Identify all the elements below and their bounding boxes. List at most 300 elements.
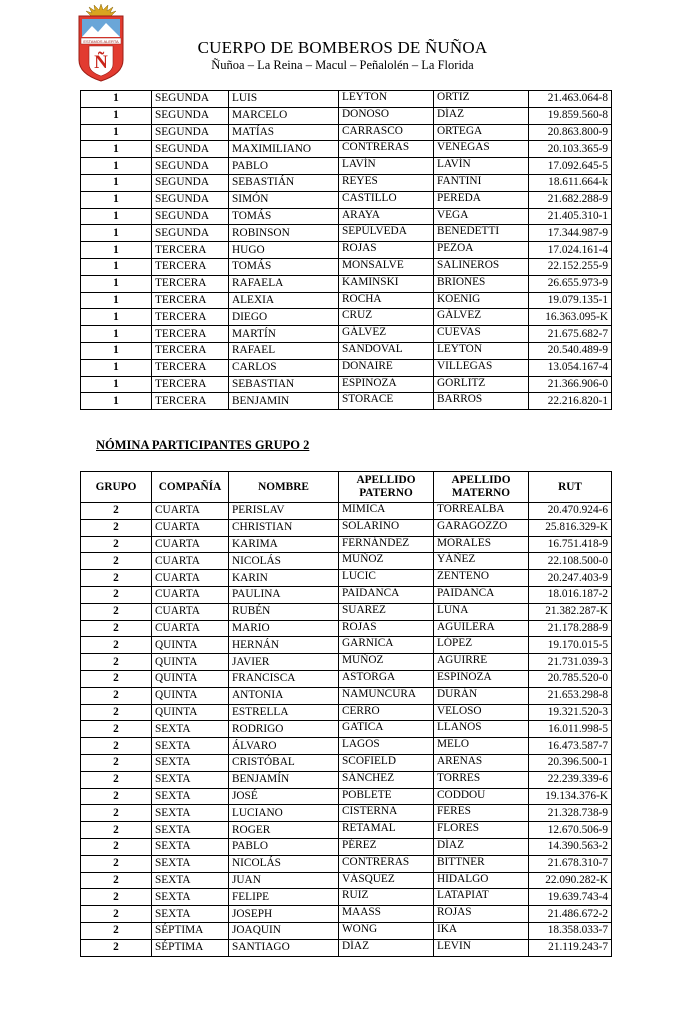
cell-compania: TERCERA (152, 309, 229, 326)
cell-apellido-materno: VEGA (434, 208, 529, 225)
cell-rut: 20.396.500-1 (529, 754, 612, 771)
cell-compania: SÉPTIMA (152, 922, 229, 939)
cell-rut: 19.134.376-K (529, 788, 612, 805)
cell-grupo: 2 (81, 805, 152, 822)
cell-apellido-materno: AGUILERA (434, 620, 529, 637)
cell-compania: SEGUNDA (152, 158, 229, 175)
cell-rut: 21.405.310-1 (529, 208, 612, 225)
table-row (81, 670, 612, 687)
cell-compania: TERCERA (152, 275, 229, 292)
cell-nombre: PAULINA (229, 586, 339, 603)
table-row (81, 603, 612, 620)
cell-rut: 21.678.310-7 (529, 855, 612, 872)
cell-nombre: HERNÁN (229, 637, 339, 654)
cell-rut: 20.470.924-6 (529, 503, 612, 520)
cell-grupo: 1 (81, 141, 152, 158)
table-row (81, 376, 612, 393)
cell-compania: SEGUNDA (152, 91, 229, 108)
cell-grupo: 2 (81, 788, 152, 805)
cell-apellido-paterno: SEPÚLVEDA (339, 225, 434, 242)
cell-rut: 16.363.095-K (529, 309, 612, 326)
cell-apellido-materno: LATAPIAT (434, 889, 529, 906)
cell-rut: 21.682.288-9 (529, 191, 612, 208)
cell-grupo: 2 (81, 503, 152, 520)
cell-grupo: 2 (81, 603, 152, 620)
table-row (81, 158, 612, 175)
logo-letter: Ñ (94, 52, 108, 73)
cell-rut: 21.463.064-8 (529, 91, 612, 108)
cell-grupo: 1 (81, 208, 152, 225)
cell-rut: 19.859.560-8 (529, 107, 612, 124)
table-header-row (81, 472, 612, 503)
cell-compania: SEXTA (152, 788, 229, 805)
cell-apellido-materno: LLANOS (434, 721, 529, 738)
group2-participants-table (80, 471, 612, 957)
table-row (81, 191, 612, 208)
cell-apellido-paterno: CERRO (339, 704, 434, 721)
header-apellido-paterno: APELLIDO PATERNO (339, 472, 434, 503)
cell-apellido-paterno: CISTERNA (339, 805, 434, 822)
cell-nombre: FRANCISCA (229, 670, 339, 687)
cell-apellido-paterno: ASTORGA (339, 670, 434, 687)
table-row (81, 637, 612, 654)
cell-apellido-paterno: REYES (339, 174, 434, 191)
cell-nombre: NICOLÁS (229, 553, 339, 570)
logo-motto: ESTAMOS ALERTA (83, 38, 119, 44)
cell-grupo: 2 (81, 553, 152, 570)
cell-apellido-paterno: SANDOVAL (339, 342, 434, 359)
table-row (81, 258, 612, 275)
cell-apellido-materno: DÍAZ (434, 838, 529, 855)
cell-apellido-paterno: CONTRERAS (339, 141, 434, 158)
cell-rut: 20.103.365-9 (529, 141, 612, 158)
cell-compania: SEXTA (152, 738, 229, 755)
cell-nombre: LUIS (229, 91, 339, 108)
cell-compania: QUINTA (152, 670, 229, 687)
cell-apellido-materno: VILLEGAS (434, 359, 529, 376)
cell-rut: 17.344.987-9 (529, 225, 612, 242)
table-row (81, 771, 612, 788)
cell-apellido-paterno: CONTRERAS (339, 855, 434, 872)
cell-grupo: 2 (81, 939, 152, 956)
cell-rut: 25.816.329-K (529, 519, 612, 536)
cell-grupo: 1 (81, 174, 152, 191)
table-row (81, 721, 612, 738)
cell-apellido-paterno: SOLARINO (339, 519, 434, 536)
cell-grupo: 2 (81, 654, 152, 671)
table-row (81, 738, 612, 755)
table-row (81, 141, 612, 158)
cell-rut: 16.011.998-5 (529, 721, 612, 738)
cell-apellido-paterno: LEYTON (339, 91, 434, 108)
cell-apellido-paterno: NAMUNCURA (339, 687, 434, 704)
cell-apellido-materno: PEREDA (434, 191, 529, 208)
cell-nombre: MAXIMILIANO (229, 141, 339, 158)
cell-compania: TERCERA (152, 292, 229, 309)
cell-apellido-paterno: MIMICA (339, 503, 434, 520)
cell-compania: CUARTA (152, 503, 229, 520)
cell-grupo: 1 (81, 275, 152, 292)
cell-grupo: 1 (81, 309, 152, 326)
cell-apellido-materno: SALINEROS (434, 258, 529, 275)
cell-apellido-paterno: SUAREZ (339, 603, 434, 620)
cell-nombre: KARIN (229, 570, 339, 587)
cell-nombre: ROBINSON (229, 225, 339, 242)
cell-compania: TERCERA (152, 393, 229, 410)
cell-apellido-paterno: LUCIC (339, 570, 434, 587)
cell-apellido-materno: PEZOA (434, 242, 529, 259)
cell-rut: 14.390.563-2 (529, 838, 612, 855)
table-row (81, 275, 612, 292)
cell-grupo: 1 (81, 326, 152, 343)
cell-apellido-materno: KOENIG (434, 292, 529, 309)
cell-grupo: 2 (81, 922, 152, 939)
cell-compania: SEGUNDA (152, 208, 229, 225)
cell-rut: 22.239.339-6 (529, 771, 612, 788)
document-subtitle: Ñuñoa – La Reina – Macul – Peñalolén – La Florida (211, 58, 474, 72)
cell-apellido-paterno: CASTILLO (339, 191, 434, 208)
cell-rut: 21.328.738-9 (529, 805, 612, 822)
cell-compania: SEGUNDA (152, 141, 229, 158)
cell-apellido-paterno: MONSALVE (339, 258, 434, 275)
cell-nombre: RODRIGO (229, 721, 339, 738)
table-row (81, 872, 612, 889)
cell-rut: 19.639.743-4 (529, 889, 612, 906)
cell-apellido-materno: BARROS (434, 393, 529, 410)
cell-grupo: 1 (81, 393, 152, 410)
cell-rut: 17.024.161-4 (529, 242, 612, 259)
cell-grupo: 1 (81, 225, 152, 242)
cell-compania: SEGUNDA (152, 225, 229, 242)
cell-rut: 13.054.167-4 (529, 359, 612, 376)
cell-nombre: ALEXIA (229, 292, 339, 309)
cell-compania: SEXTA (152, 771, 229, 788)
cell-nombre: SEBASTIAN (229, 376, 339, 393)
cell-compania: CUARTA (152, 553, 229, 570)
cell-rut: 19.321.520-3 (529, 704, 612, 721)
table-row (81, 326, 612, 343)
cell-nombre: KARIMA (229, 536, 339, 553)
table-row (81, 687, 612, 704)
table-row (81, 922, 612, 939)
cell-compania: SEGUNDA (152, 191, 229, 208)
cell-apellido-materno: MELO (434, 738, 529, 755)
cell-nombre: SIMÓN (229, 191, 339, 208)
cell-nombre: BENJAMÍN (229, 771, 339, 788)
cell-apellido-materno: IKA (434, 922, 529, 939)
cell-nombre: TOMÁS (229, 258, 339, 275)
cell-apellido-materno: ZENTENO (434, 570, 529, 587)
cell-grupo: 1 (81, 91, 152, 108)
cell-grupo: 2 (81, 872, 152, 889)
cell-compania: CUARTA (152, 620, 229, 637)
cell-apellido-materno: FERES (434, 805, 529, 822)
table-row (81, 570, 612, 587)
table-row (81, 393, 612, 410)
cell-compania: SEGUNDA (152, 107, 229, 124)
cell-rut: 21.653.298-8 (529, 687, 612, 704)
cell-grupo: 1 (81, 376, 152, 393)
cell-grupo: 2 (81, 771, 152, 788)
cell-nombre: NICOLÁS (229, 855, 339, 872)
cell-rut: 26.655.973-9 (529, 275, 612, 292)
cell-grupo: 2 (81, 738, 152, 755)
cell-apellido-materno: FANTINI (434, 174, 529, 191)
cell-nombre: PERISLAV (229, 503, 339, 520)
cell-compania: CUARTA (152, 603, 229, 620)
cell-apellido-paterno: WONG (339, 922, 434, 939)
cell-apellido-materno: BRIONES (434, 275, 529, 292)
cell-compania: CUARTA (152, 536, 229, 553)
header-grupo: GRUPO (81, 472, 152, 503)
table-row (81, 91, 612, 108)
cell-nombre: JOSEPH (229, 906, 339, 923)
cell-rut: 16.473.587-7 (529, 738, 612, 755)
cell-apellido-materno: ORTEGA (434, 124, 529, 141)
cell-nombre: TOMÁS (229, 208, 339, 225)
cell-rut: 21.119.243-7 (529, 939, 612, 956)
table-row (81, 939, 612, 956)
cell-apellido-paterno: CRUZ (339, 309, 434, 326)
cell-grupo: 2 (81, 889, 152, 906)
cell-compania: SEXTA (152, 906, 229, 923)
cell-apellido-materno: DÍAZ (434, 107, 529, 124)
cell-nombre: ROGER (229, 822, 339, 839)
cell-nombre: RAFAEL (229, 342, 339, 359)
cell-rut: 16.751.418-9 (529, 536, 612, 553)
cell-apellido-materno: GORLITZ (434, 376, 529, 393)
cell-compania: TERCERA (152, 242, 229, 259)
cell-apellido-paterno: VÁSQUEZ (339, 872, 434, 889)
cell-apellido-materno: BENEDETTI (434, 225, 529, 242)
cell-grupo: 2 (81, 620, 152, 637)
cell-grupo: 2 (81, 838, 152, 855)
cell-nombre: JUAN (229, 872, 339, 889)
cell-rut: 21.675.682-7 (529, 326, 612, 343)
cell-rut: 21.366.906-0 (529, 376, 612, 393)
cell-rut: 21.178.288-9 (529, 620, 612, 637)
cell-apellido-paterno: LAGOS (339, 738, 434, 755)
cell-compania: QUINTA (152, 637, 229, 654)
table-row (81, 586, 612, 603)
cell-nombre: JOAQUIN (229, 922, 339, 939)
cell-apellido-paterno: SCOFIELD (339, 754, 434, 771)
cell-apellido-materno: VELOSO (434, 704, 529, 721)
section-title-group2: NÓMINA PARTICIPANTES GRUPO 2 (96, 438, 310, 452)
cell-nombre: CRISTÓBAL (229, 754, 339, 771)
table-row (81, 359, 612, 376)
cell-compania: SEXTA (152, 805, 229, 822)
cell-apellido-paterno: MUÑOZ (339, 654, 434, 671)
cell-compania: TERCERA (152, 359, 229, 376)
cell-nombre: RUBÉN (229, 603, 339, 620)
cell-grupo: 2 (81, 687, 152, 704)
cell-compania: SEXTA (152, 872, 229, 889)
cell-rut: 21.731.039-3 (529, 654, 612, 671)
table-row (81, 654, 612, 671)
cell-nombre: JOSÉ (229, 788, 339, 805)
cell-compania: TERCERA (152, 258, 229, 275)
cell-apellido-materno: VENEGAS (434, 141, 529, 158)
cell-apellido-paterno: PAIDANCA (339, 586, 434, 603)
header-nombre: NOMBRE (229, 472, 339, 503)
cell-compania: CUARTA (152, 519, 229, 536)
table-row (81, 124, 612, 141)
table-row (81, 536, 612, 553)
cell-compania: SÉPTIMA (152, 939, 229, 956)
cell-apellido-paterno: RETAMAL (339, 822, 434, 839)
cell-compania: QUINTA (152, 654, 229, 671)
cell-grupo: 2 (81, 670, 152, 687)
table-row (81, 788, 612, 805)
cell-apellido-paterno: ESPINOZA (339, 376, 434, 393)
cell-rut: 18.611.664-k (529, 174, 612, 191)
cell-apellido-materno: BITTNER (434, 855, 529, 872)
cell-apellido-paterno: DÍAZ (339, 939, 434, 956)
header-compania: COMPAÑÍA (152, 472, 229, 503)
cell-compania: QUINTA (152, 687, 229, 704)
cell-grupo: 2 (81, 519, 152, 536)
cell-rut: 12.670.506-9 (529, 822, 612, 839)
cell-grupo: 1 (81, 242, 152, 259)
cell-apellido-paterno: FERNÁNDEZ (339, 536, 434, 553)
cell-apellido-materno: ESPINOZA (434, 670, 529, 687)
cell-apellido-materno: LUNA (434, 603, 529, 620)
cell-apellido-materno: AGUIRRE (434, 654, 529, 671)
cell-grupo: 2 (81, 704, 152, 721)
cell-compania: TERCERA (152, 376, 229, 393)
table-row (81, 208, 612, 225)
table-row (81, 242, 612, 259)
table-row (81, 754, 612, 771)
cell-nombre: FELIPE (229, 889, 339, 906)
cell-grupo: 1 (81, 124, 152, 141)
cell-apellido-paterno: ROCHA (339, 292, 434, 309)
cell-grupo: 1 (81, 107, 152, 124)
cell-nombre: SANTIAGO (229, 939, 339, 956)
cell-apellido-materno: MORALES (434, 536, 529, 553)
cell-apellido-paterno: STORACE (339, 393, 434, 410)
cell-apellido-paterno: ARAYA (339, 208, 434, 225)
cell-nombre: MARCELO (229, 107, 339, 124)
cell-rut: 18.358.033-7 (529, 922, 612, 939)
cell-nombre: MARTÍN (229, 326, 339, 343)
cell-apellido-paterno: ROJAS (339, 242, 434, 259)
group1-participants-table (80, 90, 612, 410)
cell-compania: SEGUNDA (152, 174, 229, 191)
cell-rut: 22.152.255-9 (529, 258, 612, 275)
cell-rut: 20.247.403-9 (529, 570, 612, 587)
cell-grupo: 2 (81, 822, 152, 839)
cell-compania: CUARTA (152, 570, 229, 587)
cell-grupo: 2 (81, 855, 152, 872)
cell-grupo: 2 (81, 586, 152, 603)
cell-grupo: 2 (81, 536, 152, 553)
table-row (81, 292, 612, 309)
cell-grupo: 2 (81, 637, 152, 654)
cell-apellido-materno: LEVIN (434, 939, 529, 956)
cell-nombre: DIEGO (229, 309, 339, 326)
cell-compania: SEXTA (152, 855, 229, 872)
cell-nombre: ÁLVARO (229, 738, 339, 755)
table-row (81, 519, 612, 536)
table-row (81, 620, 612, 637)
cell-compania: SEXTA (152, 838, 229, 855)
cell-nombre: JAVIER (229, 654, 339, 671)
cell-grupo: 2 (81, 906, 152, 923)
cell-nombre: SEBASTIÁN (229, 174, 339, 191)
cell-apellido-materno: LEYTON (434, 342, 529, 359)
table-row (81, 855, 612, 872)
cell-apellido-materno: FLORES (434, 822, 529, 839)
cell-compania: SEXTA (152, 822, 229, 839)
cell-nombre: BENJAMIN (229, 393, 339, 410)
table-row (81, 553, 612, 570)
cell-apellido-materno: ARENAS (434, 754, 529, 771)
cell-apellido-paterno: GÁLVEZ (339, 326, 434, 343)
cell-nombre: MARIO (229, 620, 339, 637)
cell-compania: CUARTA (152, 586, 229, 603)
table-row (81, 342, 612, 359)
cell-apellido-materno: PAIDANCA (434, 586, 529, 603)
cell-compania: QUINTA (152, 704, 229, 721)
table-row (81, 174, 612, 191)
cell-apellido-paterno: RUIZ (339, 889, 434, 906)
cell-apellido-paterno: POBLETE (339, 788, 434, 805)
cell-apellido-materno: HIDALGO (434, 872, 529, 889)
table-row (81, 805, 612, 822)
cell-compania: SEXTA (152, 721, 229, 738)
cell-rut: 21.382.287-K (529, 603, 612, 620)
cell-apellido-materno: TORRES (434, 771, 529, 788)
table-row (81, 889, 612, 906)
cell-rut: 21.486.672-2 (529, 906, 612, 923)
table-row (81, 503, 612, 520)
cell-grupo: 2 (81, 754, 152, 771)
cell-rut: 17.092.645-5 (529, 158, 612, 175)
table-row (81, 704, 612, 721)
cell-compania: TERCERA (152, 342, 229, 359)
table-row (81, 838, 612, 855)
cell-nombre: MATÍAS (229, 124, 339, 141)
cell-apellido-paterno: ROJAS (339, 620, 434, 637)
header-rut: RUT (529, 472, 612, 503)
cell-nombre: PABLO (229, 838, 339, 855)
cell-compania: TERCERA (152, 326, 229, 343)
table-row (81, 107, 612, 124)
cell-apellido-materno: ORTIZ (434, 91, 529, 108)
cell-apellido-paterno: MAASS (339, 906, 434, 923)
cell-apellido-materno: GÁLVEZ (434, 309, 529, 326)
cell-nombre: CARLOS (229, 359, 339, 376)
table-row (81, 309, 612, 326)
cell-apellido-materno: CUEVAS (434, 326, 529, 343)
cell-nombre: CHRISTIAN (229, 519, 339, 536)
cell-apellido-materno: YÁÑEZ (434, 553, 529, 570)
table-row (81, 822, 612, 839)
cell-apellido-paterno: DONAIRE (339, 359, 434, 376)
cell-rut: 22.108.500-0 (529, 553, 612, 570)
cell-apellido-paterno: PÉREZ (339, 838, 434, 855)
cell-compania: SEXTA (152, 754, 229, 771)
cell-grupo: 1 (81, 342, 152, 359)
cell-apellido-materno: ROJAS (434, 906, 529, 923)
table-row (81, 225, 612, 242)
cell-compania: SEGUNDA (152, 124, 229, 141)
cell-rut: 19.079.135-1 (529, 292, 612, 309)
cell-grupo: 2 (81, 721, 152, 738)
cell-apellido-materno: LAVÍN (434, 158, 529, 175)
